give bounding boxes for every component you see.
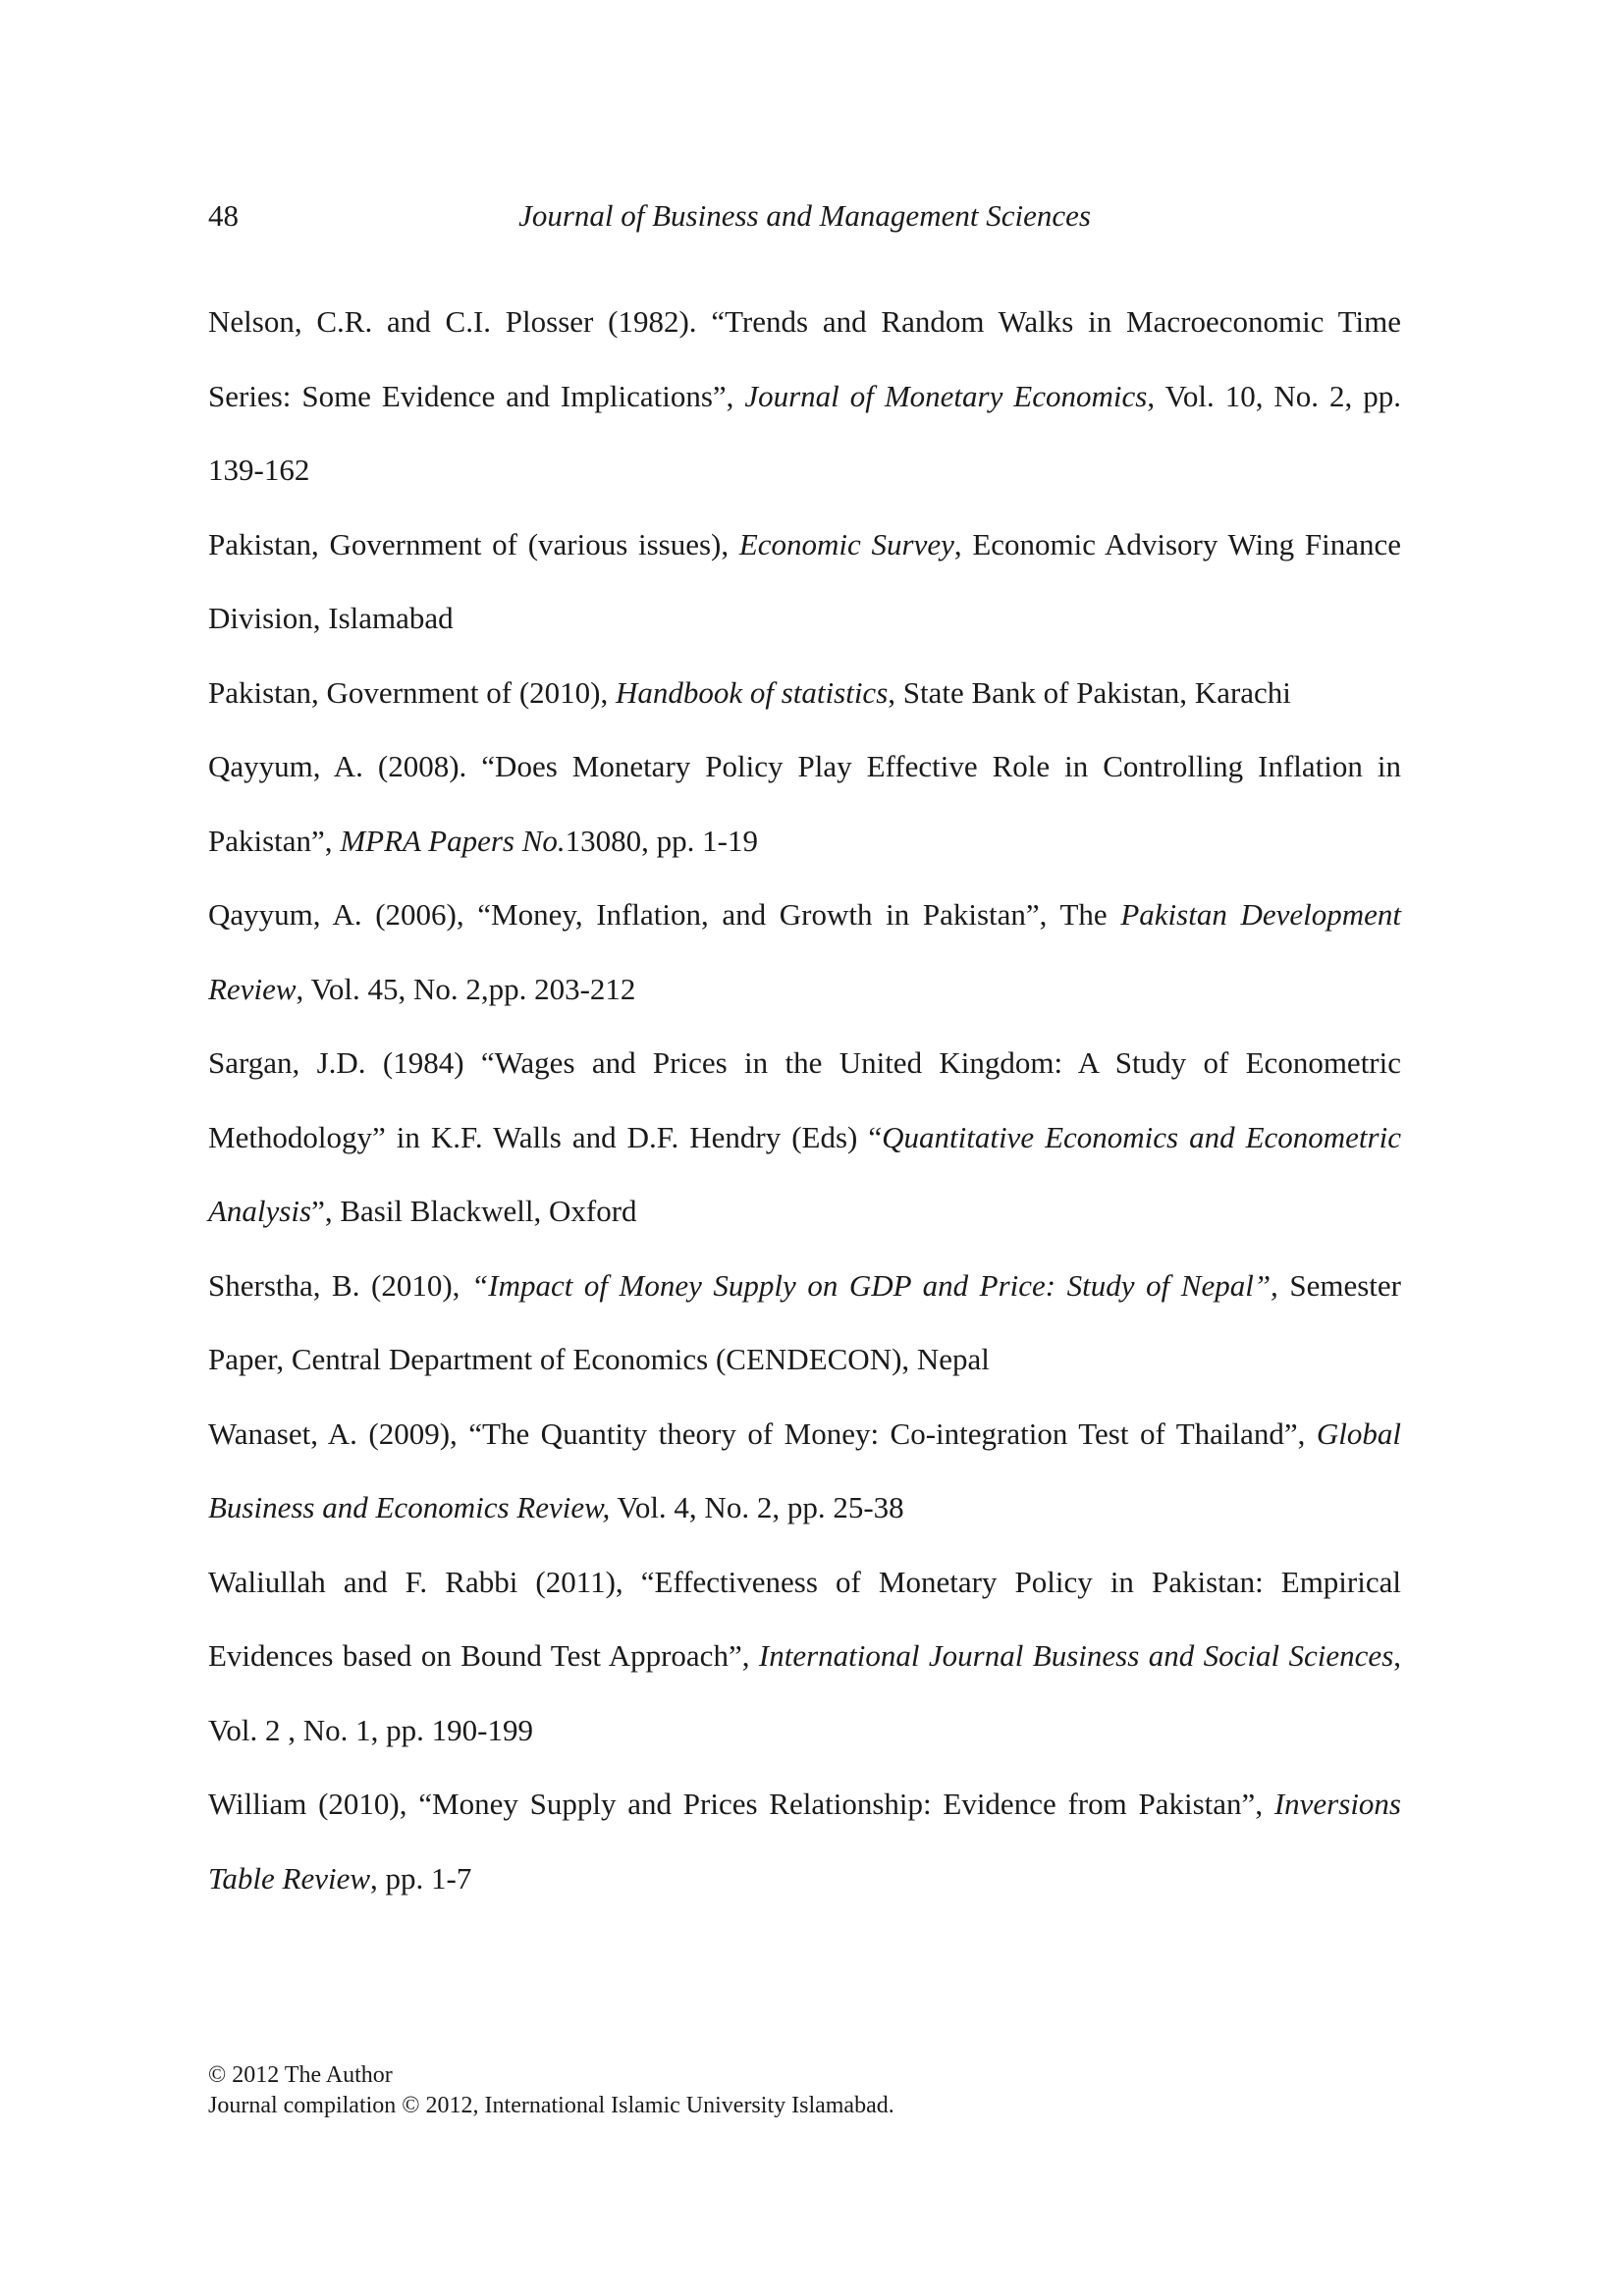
reference-text: Waliullah and F. Rabbi (2011), “Effectiveness of Monetary Policy in Pakistan: Empirical Evidences based on Bound Test Approach”,: [208, 1564, 1401, 1673]
reference-text: Pakistan, Government of (various issues),: [208, 526, 739, 561]
reference-entry: [208, 656, 1401, 730]
reference-italic-text: Pakistan Development Review: [208, 897, 1401, 1006]
reference-italic-text: Global Business and Economics Review,: [208, 1415, 1401, 1524]
reference-text: , Economic Advisory Wing Finance Division, Islamabad: [208, 526, 1402, 635]
reference-text: Pakistan, Government of (2010),: [208, 674, 616, 710]
reference-entry: [208, 1397, 1401, 1545]
reference-entry: [208, 1545, 1401, 1768]
reference-italic-text: Handbook of statistics: [615, 674, 889, 710]
reference-italic-text: “Impact of Money Supply on GDP and Price: Study of Nepal”,: [471, 1267, 1278, 1303]
reference-text: Nelson, C.R. and C.I. Plosser (1982). “Trends and Random Walks in Macroeconomic Time Series: Some Evidence and Implications”,: [208, 304, 1401, 413]
page-number: 48: [208, 198, 239, 233]
reference-entry: [208, 1026, 1401, 1249]
reference-text: Sherstha, B. (2010),: [208, 1267, 471, 1303]
reference-entry: [208, 1767, 1401, 1915]
reference-italic-text: International Journal Business and Social Sciences: [758, 1638, 1394, 1673]
running-header: [208, 192, 1401, 240]
reference-text: , State Bank of Pakistan, Karachi: [888, 674, 1291, 710]
reference-text: , Vol. 45, No. 2,pp. 203-212: [296, 971, 636, 1006]
reference-text: , pp. 1-7: [370, 1860, 472, 1896]
journal-title: Journal of Business and Management Sciences: [518, 198, 1091, 233]
reference-italic-text: Inversions Table Review: [208, 1787, 1401, 1896]
footer-copyright: © 2012 The Author: [208, 2062, 393, 2088]
reference-entry: [208, 1249, 1401, 1397]
reference-text: Vol. 4, No. 2, pp. 25-38: [610, 1490, 904, 1524]
reference-text: Semester Paper, Central Department of Economics (CENDECON), Nepal: [208, 1267, 1401, 1376]
reference-text: William (2010), “Money Supply and Prices Relationship: Evidence from Pakistan”,: [208, 1787, 1274, 1821]
reference-italic-text: MPRA Papers No.: [340, 823, 566, 858]
reference-entry: [208, 507, 1401, 656]
footer: [208, 2060, 894, 2121]
reference-text: 13080, pp. 1-19: [565, 823, 758, 858]
reference-text: Qayyum, A. (2008). “Does Monetary Policy Play Effective Role in Controlling Inflation in Pakistan”,: [208, 749, 1401, 858]
reference-text: Wanaset, A. (2009), “The Quantity theory of Money: Co-integration Test of Thailand”,: [208, 1415, 1317, 1451]
reference-entry: [208, 729, 1401, 878]
references-list: [208, 285, 1401, 1915]
reference-text: , Vol. 2 , No. 1, pp. 190-199: [208, 1638, 1402, 1747]
reference-italic-text: Economic Survey: [738, 526, 954, 561]
reference-text: Qayyum, A. (2006), “Money, Inflation, and Growth in Pakistan”, The: [208, 897, 1121, 932]
reference-text: ”, Basil Blackwell, Oxford: [311, 1194, 637, 1228]
reference-text: Sargan, J.D. (1984) “Wages and Prices in the United Kingdom: A Study of Econometric Methodology” in K.F. Walls and D.F. Hendry (Eds) “: [208, 1045, 1401, 1154]
reference-entry: [208, 285, 1401, 507]
reference-italic-text: Quantitative Economics and Econometric Analysis: [208, 1119, 1401, 1228]
footer-compilation: Journal compilation © 2012, International Islamic University Islamabad.: [208, 2093, 894, 2118]
reference-entry: [208, 878, 1401, 1026]
reference-italic-text: Journal of Monetary Economics: [744, 378, 1148, 413]
reference-text: , Vol. 10, No. 2, pp. 139-162: [208, 378, 1401, 487]
